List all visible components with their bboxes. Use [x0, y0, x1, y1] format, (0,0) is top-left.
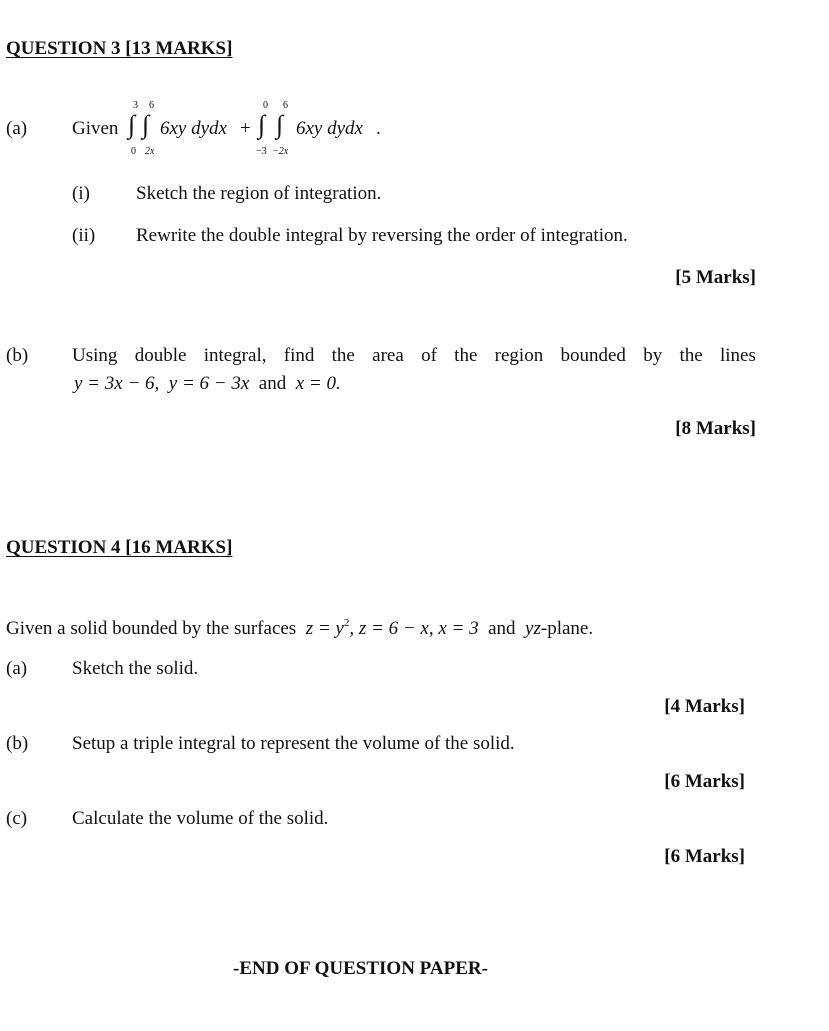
q3a-ii-text: Rewrite the double integral by reversing the order of integration.: [136, 225, 628, 246]
q3b-line2: [74, 373, 341, 395]
q3a-label: (a): [6, 118, 28, 139]
q3b-label: (b): [6, 345, 29, 366]
q3b-eq2: y = 6 − 3x: [168, 373, 250, 394]
q3a-i-text: Sketch the region of integration.: [136, 183, 382, 204]
int2-lower-inner: −2x: [272, 146, 289, 157]
int2-upper-inner: 6: [283, 100, 288, 111]
q4c-marks: [6 Marks]: [664, 846, 745, 867]
q4c-text: Calculate the volume of the solid.: [72, 808, 329, 829]
plus-sign: +: [240, 118, 251, 139]
int2-integrand: 6xy dydx: [296, 118, 363, 139]
q3b-word: region: [494, 345, 544, 366]
q4a-label: (a): [6, 658, 28, 679]
int1-integrand: 6xy dydx: [160, 118, 227, 139]
q4-and: and: [488, 618, 516, 639]
q3b-word: the: [331, 345, 355, 366]
q4-surface1: z = y: [305, 618, 344, 639]
q3b-word: find: [283, 345, 315, 366]
integral-1: [128, 100, 248, 162]
q4-heading: QUESTION 4 [16 MARKS]: [6, 537, 233, 558]
q4b-label: (b): [6, 733, 29, 754]
q4-surfaces-rest: , z = 6 − x, x = 3: [349, 618, 479, 639]
q3b-and: and: [258, 373, 287, 394]
q4b-text: Setup a triple integral to represent the volume of the solid.: [72, 733, 515, 754]
int1-upper-outer: 3: [133, 100, 138, 111]
integral-2: [256, 100, 386, 162]
q4-plane-suffix: -plane.: [540, 618, 594, 639]
q4-plane-var: yz: [525, 618, 541, 639]
q3b-marks: [8 Marks]: [675, 418, 756, 439]
q3b-line1: [72, 345, 756, 367]
q4a-marks: [4 Marks]: [664, 696, 745, 717]
q4-intro-text: Given a solid bounded by the surfaces: [6, 618, 297, 639]
q3a-ii-label: (ii): [72, 225, 96, 246]
int1-upper-inner: 6: [149, 100, 154, 111]
end-of-paper: -END OF QUESTION PAPER-: [233, 958, 488, 979]
int1-lower-outer: 0: [131, 146, 136, 157]
q3b-eq1: y = 3x − 6,: [74, 373, 160, 394]
q3a-end-dot: .: [376, 118, 381, 139]
q4a-text: Sketch the solid.: [72, 658, 199, 679]
q3b-word: lines: [720, 345, 756, 366]
q3b-eq3: x = 0.: [295, 373, 341, 394]
q3b-word: the: [454, 345, 478, 366]
q3b-word: integral,: [203, 345, 267, 366]
int2-upper-outer: 0: [263, 100, 268, 111]
int1-sign-inner: ∫: [142, 110, 150, 139]
q3a-marks: [5 Marks]: [675, 267, 756, 288]
q3-heading: QUESTION 3 [13 MARKS]: [6, 38, 233, 59]
q3b-word: the: [679, 345, 703, 366]
q3a-i-label: (i): [72, 183, 90, 204]
q3b-word: double: [134, 345, 187, 366]
int2-lower-outer: −3: [256, 146, 267, 157]
int2-sign-outer: ∫: [258, 110, 266, 139]
q3b-word: of: [421, 345, 437, 366]
q3b-word: bounded: [560, 345, 626, 366]
q4-intro: [6, 618, 593, 640]
int2-sign-inner: ∫: [276, 110, 284, 139]
q4b-marks: [6 Marks]: [664, 771, 745, 792]
q4c-label: (c): [6, 808, 28, 829]
q3b-word: by: [643, 345, 663, 366]
q3a-given: Given: [72, 118, 119, 139]
q3b-word: area: [372, 345, 404, 366]
q3b-word: Using: [72, 345, 118, 366]
q4-surface1-exp: 2: [343, 617, 350, 629]
int1-lower-inner: 2x: [145, 146, 155, 157]
int1-sign-outer: ∫: [128, 110, 136, 139]
